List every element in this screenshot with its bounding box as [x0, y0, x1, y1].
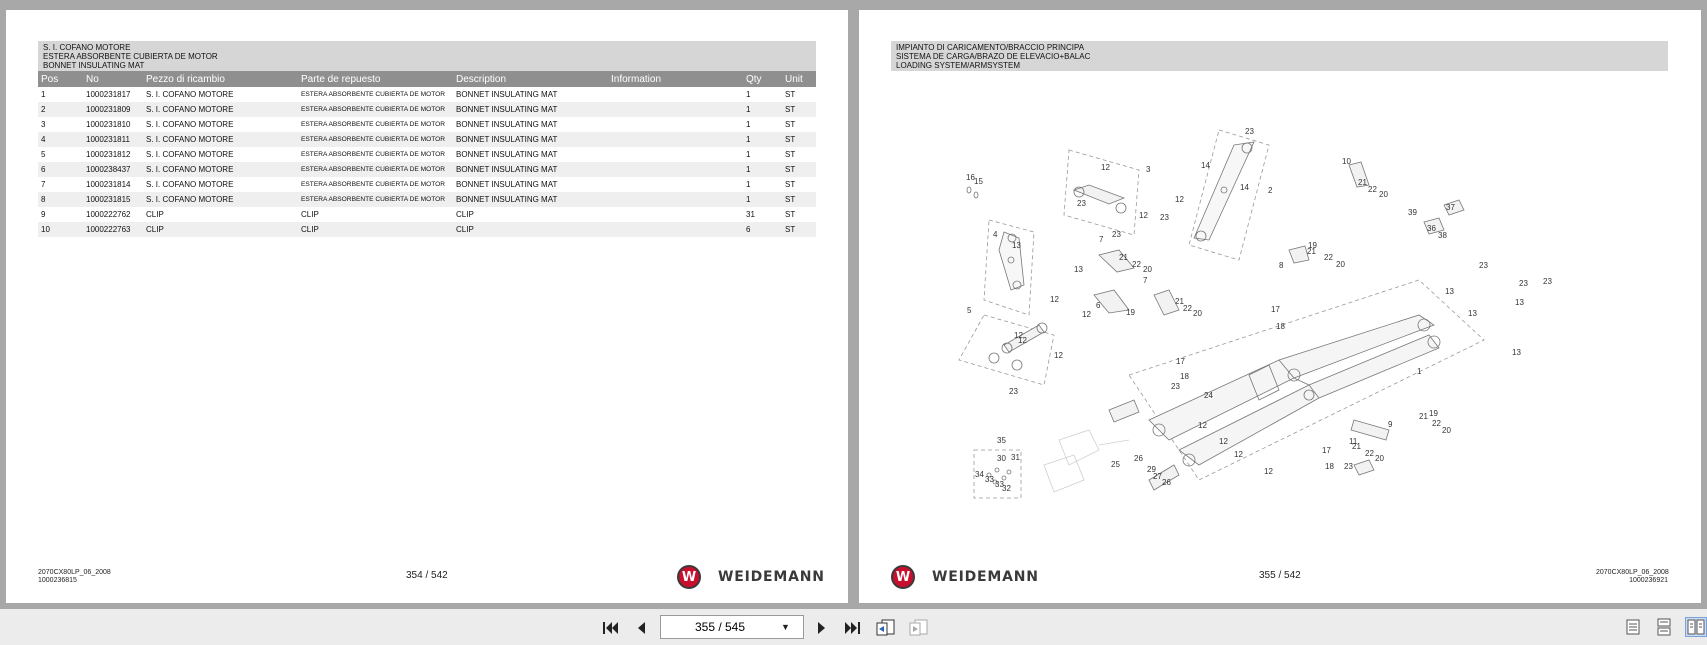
page-number: 354 / 542 [406, 570, 448, 581]
cell-en: BONNET INSULATING MAT [453, 132, 608, 147]
table-row [38, 102, 816, 117]
cell-unit: ST [782, 162, 816, 177]
col-header-it: Pezzo di ricambio [143, 71, 298, 87]
callout-number: 27 [1153, 472, 1162, 481]
first-page-icon [602, 621, 618, 635]
callout-number: 15 [974, 177, 983, 186]
cell-info [608, 162, 743, 177]
catalog-page-left [6, 10, 848, 603]
callout-number: 13 [1515, 298, 1524, 307]
cell-qty: 31 [746, 210, 755, 219]
callout-number: 18 [1276, 322, 1285, 331]
callout-number: 23 [1077, 199, 1086, 208]
footer-code-line: 2070CX80LP_06_2008 [1596, 569, 1669, 576]
two-page-view-button[interactable] [1685, 617, 1707, 637]
callout-number: 20 [1193, 309, 1202, 318]
callout-number: 12 [1264, 467, 1273, 476]
callout-number: 11 [1349, 437, 1358, 446]
cell-en: BONNET INSULATING MAT [456, 120, 558, 129]
previous-page-button[interactable] [630, 618, 652, 638]
footer-document-code [38, 569, 111, 585]
cell-pos: 1 [41, 90, 46, 99]
cell-unit: ST [782, 192, 816, 207]
header-line-en: LOADING SYSTEM/ARMSYSTEM [896, 61, 1021, 70]
page-selector[interactable] [660, 615, 804, 639]
cell-es: ESTERA ABSORBENTE CUBIERTA DE MOTOR [298, 132, 453, 147]
catalog-page-right [859, 10, 1701, 603]
go-back-view-button[interactable] [875, 618, 897, 638]
cell-qty: 1 [743, 192, 782, 207]
callout-number: 12 [1234, 450, 1243, 459]
cell-it: S. I. COFANO MOTORE [143, 162, 298, 177]
col-header-qty: Qty [743, 71, 782, 87]
cell-unit: ST [782, 102, 816, 117]
cell-qty: 1 [746, 150, 751, 159]
cell-es: ESTERA ABSORBENTE CUBIERTA DE MOTOR [301, 151, 445, 158]
callout-number: 22 [1132, 260, 1141, 269]
cell-en: BONNET INSULATING MAT [453, 102, 608, 117]
callout-number: 21 [1175, 297, 1184, 306]
callout-number: 22 [1432, 419, 1441, 428]
cell-info [608, 102, 743, 117]
col-header-es: Parte de repuesto [298, 71, 453, 87]
callout-number: 23 [1171, 382, 1180, 391]
cell-unit: ST [785, 210, 796, 219]
cell-info [608, 222, 743, 237]
callout-number: 23 [1344, 462, 1353, 471]
table-row [38, 147, 816, 162]
callout-number: 23 [1009, 387, 1018, 396]
table-row [38, 177, 816, 192]
callout-number: 21 [1119, 253, 1128, 262]
callout-number: 38 [1438, 231, 1447, 240]
callout-number: 12 [1175, 195, 1184, 204]
cell-info [608, 117, 743, 132]
callout-number: 30 [997, 454, 1006, 463]
callout-number: 19 [1126, 308, 1135, 317]
callout-number: 35 [997, 436, 1006, 445]
header-line-it: IMPIANTO DI CARICAMENTO/BRACCIO PRINCIPA [896, 43, 1085, 52]
cell-es: CLIP [301, 210, 319, 219]
logo-mark: W [891, 565, 915, 589]
single-page-view-button[interactable] [1623, 617, 1643, 637]
callout-number: 13 [1074, 265, 1083, 274]
table-row [38, 132, 816, 147]
cell-pos: 7 [41, 180, 46, 189]
callout-number: 12 [1101, 163, 1110, 172]
logo-mark: W [677, 565, 701, 589]
cell-es: CLIP [298, 222, 453, 237]
cell-en: CLIP [456, 210, 474, 219]
cell-unit: ST [785, 180, 796, 189]
header-line-en: BONNET INSULATING MAT [43, 61, 145, 70]
callout-number: 12 [1054, 351, 1063, 360]
table-row [38, 87, 816, 102]
parts-table [38, 71, 816, 237]
cell-it: CLIP [143, 222, 298, 237]
callout-number: 20 [1442, 426, 1451, 435]
two-page-view-icon [1687, 619, 1705, 635]
col-header-no: No [83, 71, 143, 87]
cell-es: ESTERA ABSORBENTE CUBIERTA DE MOTOR [298, 192, 453, 207]
continuous-view-icon [1657, 619, 1671, 635]
exploded-parts-diagram [949, 120, 1552, 550]
callout-number: 13 [1512, 348, 1521, 357]
cell-no: 1000231809 [83, 102, 143, 117]
callout-number: 1 [1417, 367, 1422, 376]
table-header-row [38, 71, 816, 87]
cell-it: S. I. COFANO MOTORE [146, 180, 234, 189]
cell-qty: 1 [746, 120, 751, 129]
cell-qty: 6 [743, 222, 782, 237]
callout-number: 17 [1322, 446, 1331, 455]
cell-pos: 2 [38, 102, 83, 117]
callout-number: 23 [1245, 127, 1254, 136]
footer-code-line: 1000236815 [38, 577, 77, 584]
callout-number: 21 [1358, 178, 1367, 187]
cell-no: 1000231817 [86, 90, 131, 99]
cell-qty: 1 [746, 90, 751, 99]
section-header [891, 41, 1668, 71]
cell-es: ESTERA ABSORBENTE CUBIERTA DE MOTOR [301, 91, 445, 98]
next-page-icon [816, 621, 828, 635]
callout-number: 22 [1183, 304, 1192, 313]
callout-number: 16 [966, 173, 975, 182]
cell-it: S. I. COFANO MOTORE [146, 120, 234, 129]
cell-no: 1000222762 [86, 210, 131, 219]
callout-number: 20 [1143, 265, 1152, 274]
footer-document-code [1596, 569, 1668, 585]
cell-no: 1000231812 [86, 150, 131, 159]
cell-pos: 9 [41, 210, 46, 219]
cell-it: S. I. COFANO MOTORE [146, 90, 234, 99]
callout-number: 7 [1143, 276, 1148, 285]
callout-number: 20 [1336, 260, 1345, 269]
callout-number: 13 [1468, 309, 1477, 318]
cell-info [608, 192, 743, 207]
cell-it: S. I. COFANO MOTORE [143, 102, 298, 117]
cell-en: BONNET INSULATING MAT [456, 180, 558, 189]
callout-number: 12 [1219, 437, 1228, 446]
callout-number: 22 [1368, 185, 1377, 194]
callout-number: 19 [1308, 241, 1317, 250]
callout-number: 12 [1139, 211, 1148, 220]
cell-unit: ST [785, 150, 796, 159]
go-forward-view-button[interactable] [908, 618, 930, 638]
cell-unit: ST [785, 90, 796, 99]
callout-number: 12 [1050, 295, 1059, 304]
callout-number: 18 [1325, 462, 1334, 471]
page-number-input[interactable] [661, 620, 779, 634]
page-dropdown-icon[interactable]: ▼ [781, 622, 790, 632]
callout-number: 23 [1543, 277, 1552, 286]
callout-number: 14 [1201, 161, 1210, 170]
single-page-view-icon [1626, 619, 1640, 635]
callout-number: 29 [1147, 465, 1156, 474]
callout-number: 33 [985, 475, 994, 484]
cell-it: S. I. COFANO MOTORE [143, 132, 298, 147]
cell-info [608, 207, 743, 222]
col-header-description: Description [453, 71, 608, 87]
callout-number: 7 [1099, 235, 1104, 244]
last-page-icon [845, 621, 861, 635]
cell-no: 1000222763 [83, 222, 143, 237]
cell-no: 1000231811 [83, 132, 143, 147]
callout-number: 21 [1352, 442, 1361, 451]
header-line-es: SISTEMA DE CARGA/BRAZO DE ELEVACIO+BALAC [896, 52, 1091, 61]
cell-qty: 1 [743, 102, 782, 117]
callout-number: 23 [1479, 261, 1488, 270]
callout-number: 23 [1112, 230, 1121, 239]
header-line-it: S. I. COFANO MOTORE [43, 43, 131, 52]
footer-code-line: 1000236921 [1629, 577, 1668, 584]
callout-number: 5 [967, 306, 972, 315]
callout-number: 3 [1146, 165, 1151, 174]
callout-number: 17 [1176, 357, 1185, 366]
cell-info [608, 87, 743, 102]
callout-number: 18 [1180, 372, 1189, 381]
cell-no: 1000231815 [83, 192, 143, 207]
callout-number: 20 [1379, 190, 1388, 199]
callout-number: 14 [1240, 183, 1249, 192]
callout-number: 24 [1204, 391, 1213, 400]
callout-number: 32 [1002, 484, 1011, 493]
continuous-view-button[interactable] [1654, 617, 1674, 637]
callout-number: 12 [1198, 421, 1207, 430]
callout-number: 6 [1096, 301, 1101, 310]
callout-number: 12 [1018, 336, 1027, 345]
table-row [38, 117, 816, 132]
cell-qty: 1 [743, 162, 782, 177]
footer-code-line: 2070CX80LP_06_2008 [38, 569, 111, 576]
cell-info [608, 147, 743, 162]
callout-number: 9 [1388, 420, 1393, 429]
cell-unit: ST [785, 120, 796, 129]
cell-it: S. I. COFANO MOTORE [146, 150, 234, 159]
callout-number: 25 [1111, 460, 1120, 469]
callout-number: 34 [975, 470, 984, 479]
callout-number: 10 [1342, 157, 1351, 166]
callout-number: 31 [1011, 453, 1020, 462]
cell-info [608, 177, 743, 192]
logo-wordmark: WEIDEMANN [932, 569, 1039, 585]
callout-number: 4 [993, 230, 998, 239]
cell-it: S. I. COFANO MOTORE [143, 192, 298, 207]
callout-number: 22 [1324, 253, 1333, 262]
cell-pos: 3 [41, 120, 46, 129]
callout-number: 21 [1419, 412, 1428, 421]
table-row [38, 222, 816, 237]
callout-number: 12 [1082, 310, 1091, 319]
callout-number: 33 [995, 480, 1004, 489]
cell-pos: 10 [38, 222, 83, 237]
weidemann-logo [891, 565, 1039, 589]
callout-number: 13 [1012, 241, 1021, 250]
callout-number: 13 [1445, 287, 1454, 296]
table-row [38, 162, 816, 177]
first-page-button[interactable] [599, 618, 621, 638]
callout-number: 39 [1408, 208, 1417, 217]
cell-es: ESTERA ABSORBENTE CUBIERTA DE MOTOR [298, 162, 453, 177]
cell-qty: 1 [746, 180, 751, 189]
go-back-view-icon [876, 619, 896, 637]
table-row [38, 207, 816, 222]
col-header-unit: Unit [782, 71, 816, 87]
weidemann-logo [677, 565, 825, 589]
cell-unit: ST [782, 222, 816, 237]
logo-wordmark: WEIDEMANN [718, 569, 825, 585]
cell-it: CLIP [146, 210, 164, 219]
callout-number: 19 [1429, 409, 1438, 418]
cell-es: ESTERA ABSORBENTE CUBIERTA DE MOTOR [301, 181, 445, 188]
cell-en: BONNET INSULATING MAT [456, 150, 558, 159]
cell-no: 1000231810 [86, 120, 131, 129]
callout-number: 26 [1134, 454, 1143, 463]
cell-info [608, 132, 743, 147]
cell-pos: 4 [38, 132, 83, 147]
cell-no: 1000238437 [83, 162, 143, 177]
cell-pos: 8 [38, 192, 83, 207]
cell-en: CLIP [453, 222, 608, 237]
cell-es: ESTERA ABSORBENTE CUBIERTA DE MOTOR [298, 102, 453, 117]
callout-layer [966, 127, 1552, 493]
cell-en: BONNET INSULATING MAT [453, 192, 608, 207]
callout-number: 37 [1446, 203, 1455, 212]
cell-en: BONNET INSULATING MAT [456, 90, 558, 99]
go-forward-view-icon [909, 619, 929, 637]
callout-number: 22 [1365, 449, 1374, 458]
table-row [38, 192, 816, 207]
cell-qty: 1 [743, 132, 782, 147]
callout-number: 17 [1271, 305, 1280, 314]
previous-page-icon [635, 621, 647, 635]
cell-pos: 5 [41, 150, 46, 159]
cell-es: ESTERA ABSORBENTE CUBIERTA DE MOTOR [301, 121, 445, 128]
last-page-button[interactable] [842, 618, 864, 638]
col-header-pos: Pos [38, 71, 83, 87]
callout-number: 20 [1375, 454, 1384, 463]
page-number: 355 / 542 [1259, 570, 1301, 581]
callout-number: 23 [1160, 213, 1169, 222]
callout-number: 8 [1279, 261, 1284, 270]
cell-pos: 6 [38, 162, 83, 177]
next-page-button[interactable] [811, 618, 833, 638]
cell-en: BONNET INSULATING MAT [453, 162, 608, 177]
callout-number: 12 [1014, 331, 1023, 340]
section-header [38, 41, 816, 71]
cell-unit: ST [782, 132, 816, 147]
col-header-information: Information [608, 71, 743, 87]
callout-number: 36 [1427, 224, 1436, 233]
callout-number: 2 [1268, 186, 1273, 195]
callout-number: 21 [1307, 247, 1316, 256]
cell-no: 1000231814 [86, 180, 131, 189]
callout-number: 23 [1519, 279, 1528, 288]
viewer-toolbar [0, 609, 1707, 645]
header-line-es: ESTERA ABSORBENTE CUBIERTA DE MOTOR [43, 52, 218, 61]
callout-number: 26 [1162, 478, 1171, 487]
